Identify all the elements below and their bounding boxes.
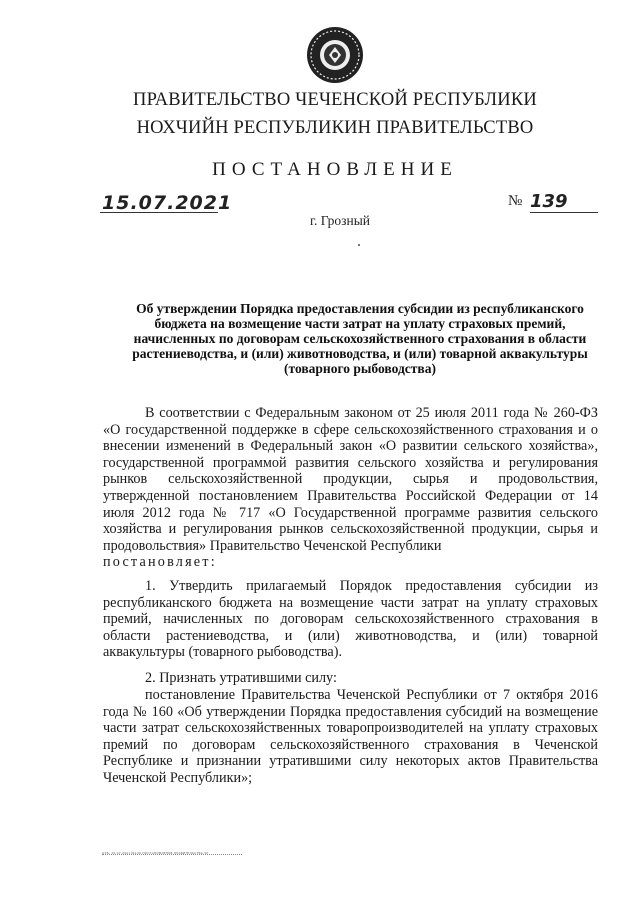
date-underline <box>100 212 218 213</box>
preamble-text: В соответствии с Федеральным законом от 25 июля 2011 года № 260-ФЗ «О государственной поддержке в сфере сельскохозяйственного страхования и о внесении изменений в Федеральный закон «О развитии сельского хозяйства», государственной программой развития сельского хозяйства и регулирования рынков сельскохозяйственной продукции, сырья и продовольствия, утвержденной постановлением Правительства Российской Федерации от 14 июля 2012 года № 717 «О Государственной программе развития сельского хозяйства и регулирования рынков сельскохозяйственной продукции, сырья и продовольствия» Правительство Чеченской Республики <box>103 405 598 554</box>
coat-of-arms-icon <box>305 25 365 85</box>
footer-code: ОТБ: 15.07.2021 №139 ПОСТАНОВЛЕНИЕ ПРАВИТЕЛЬСТВА ЧР <box>102 851 209 855</box>
clause-2-item: постановление Правительства Чеченской Республики от 7 октября 2016 года № 160 «Об утверждении Порядка предоставления субсидий на возмещение части затрат сельскохозяйственных товаропроизводителей на уплату страховых премий по договорам сельскохозяйственного страхования в Чеченской Республике и признании утратившими силу некоторых актов Правительства Чеченской Республики»; <box>103 687 598 786</box>
clause-1: 1. Утвердить прилагаемый Порядок предоставления субсидии из республиканского бюджета на возмещение части затрат на уплату страховых премий, начисленных по договорам сельскохозяйственного страхования в области растениеводства, и (или) животноводства, и (или) товарной аквакультуры (товарного рыбоводства). <box>103 578 598 661</box>
government-name-ru: ПРАВИТЕЛЬСТВО ЧЕЧЕНСКОЙ РЕСПУБЛИКИ <box>133 90 537 110</box>
document-title: Об утверждении Порядка предоставления субсидии из республиканского бюджета на возмещение части затрат на уплату страховых премий, начисленных по договорам сельскохозяйственного страхования в области растениеводства, и (или) животноводства, и (или) товарной аквакультуры (товарного рыбоводства) <box>132 301 588 376</box>
document-date: 15.07.2021 <box>102 192 233 214</box>
number-underline <box>530 212 598 213</box>
government-name-ce: НОХЧИЙН РЕСПУБЛИКИН ПРАВИТЕЛЬСТВО <box>136 118 534 138</box>
document-number-block <box>508 191 568 212</box>
clause-2-heading: 2. Признать утратившими силу: <box>145 670 337 686</box>
preamble-paragraph <box>103 405 598 571</box>
footer-line <box>102 854 242 855</box>
resolves-word: постановляет: <box>103 554 217 571</box>
number-label: № <box>508 193 523 209</box>
document-type-heading: ПОСТАНОВЛЕНИЕ <box>212 159 458 180</box>
stray-dot <box>358 244 360 246</box>
city-name: г. Грозный <box>309 213 371 228</box>
document-number: 139 <box>530 191 568 212</box>
